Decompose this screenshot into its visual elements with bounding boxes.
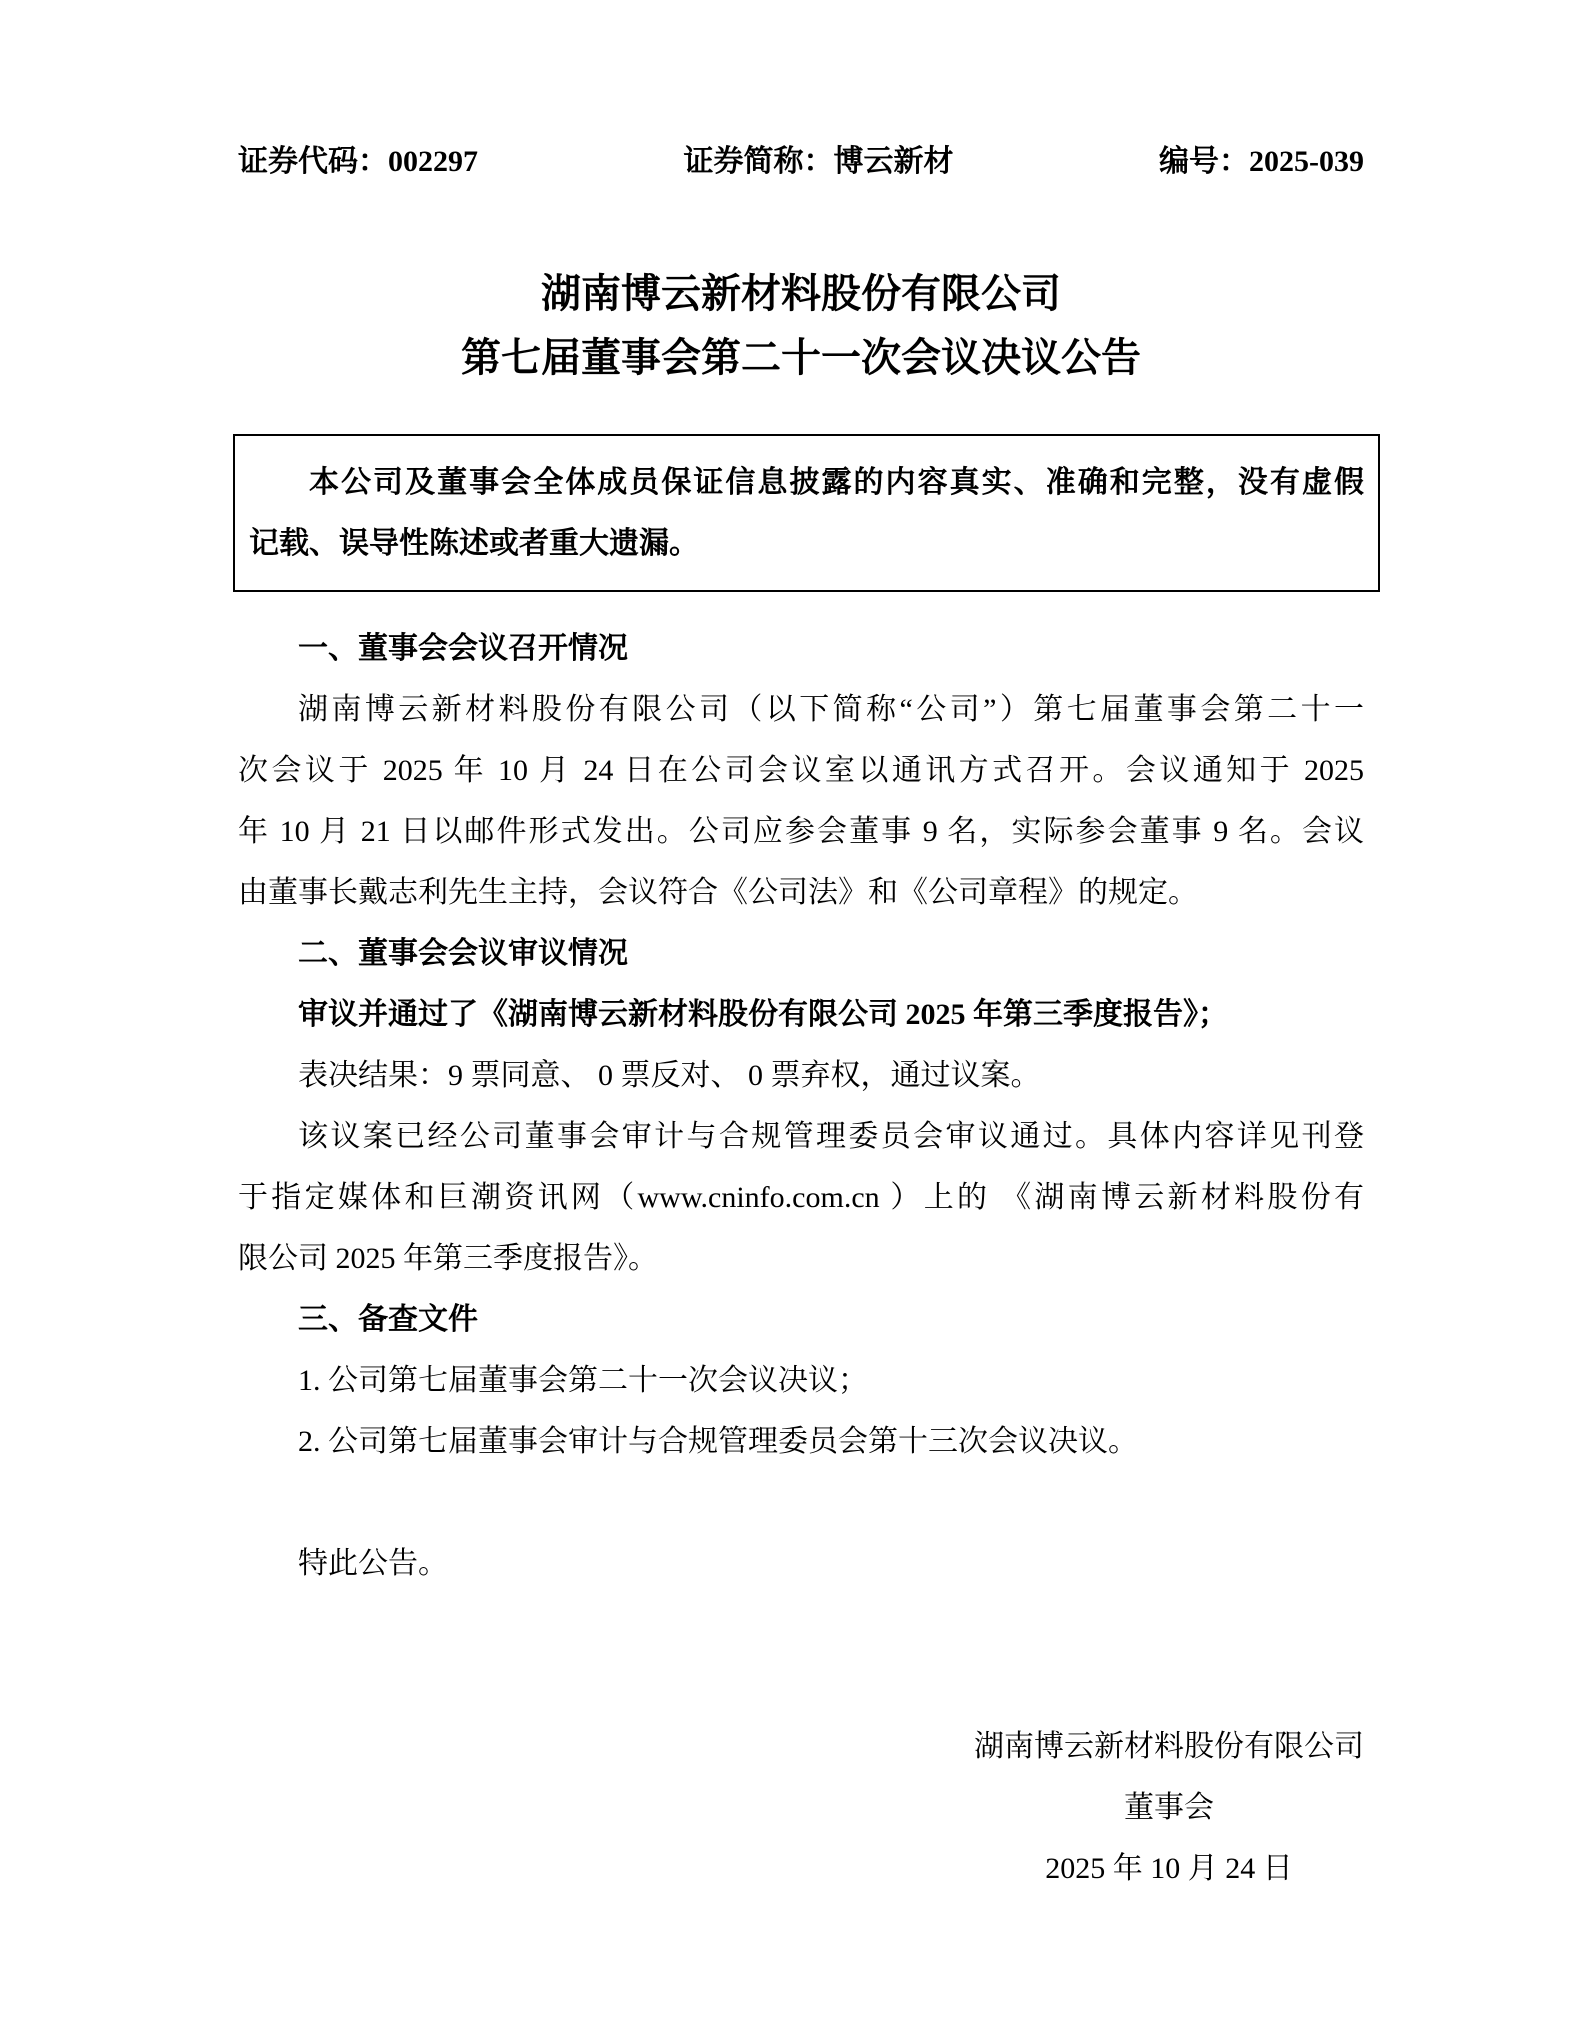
signature-block	[974, 1716, 1364, 1899]
reference-item-2: 2. 公司第七届董事会审计与合规管理委员会第十三次会议决议。	[298, 1425, 1138, 1458]
paragraph-line: 该议案已经公司董事会审计与合规管理委员会审议通过。具体内容详见刊登	[298, 1120, 1364, 1153]
resolution-line: 审议并通过了《湖南博云新材料股份有限公司 2025 年第三季度报告》；	[298, 998, 1228, 1031]
signature-company: 湖南博云新材料股份有限公司	[974, 1730, 1364, 1763]
announcement-number: 编号：2025-039	[1159, 145, 1364, 178]
stock-code: 证券代码：002297	[238, 145, 478, 178]
signature-board: 董事会	[1124, 1791, 1214, 1824]
closing-line: 特此公告。	[298, 1547, 448, 1580]
disclaimer-box	[233, 434, 1380, 592]
paragraph-line: 年 10 月 21 日以邮件形式发出。公司应参会董事 9 名，实际参会董事 9 名。会议	[238, 815, 1364, 848]
body-text	[238, 618, 1364, 1594]
paragraph-line: 于指定媒体和巨潮资讯网（www.cninfo.com.cn ）上的 《湖南博云新材料股份有	[238, 1181, 1364, 1214]
reference-item-1: 1. 公司第七届董事会第二十一次会议决议；	[298, 1364, 868, 1397]
paragraph-line: 由董事长戴志利先生主持，会议符合《公司法》和《公司章程》的规定。	[238, 876, 1198, 909]
paragraph-line: 次会议于 2025 年 10 月 24 日在公司会议室以通讯方式召开。会议通知于 2025	[238, 754, 1364, 787]
disclaimer-line: 本公司及董事会全体成员保证信息披露的内容真实、准确和完整，没有虚假	[309, 466, 1364, 499]
doc-header	[238, 140, 1364, 184]
section-1-heading: 一、董事会会议召开情况	[298, 632, 628, 665]
disclaimer-line: 记载、误导性陈述或者重大遗漏。	[249, 527, 699, 560]
title-line-1: 湖南博云新材料股份有限公司	[541, 271, 1061, 316]
section-3-heading: 三、备查文件	[298, 1303, 478, 1336]
stock-abbr: 证券简称：博云新材	[683, 145, 954, 178]
signature-date: 2025 年 10 月 24 日	[1045, 1852, 1293, 1885]
vote-result-line: 表决结果：9 票同意、 0 票反对、 0 票弃权，通过议案。	[298, 1059, 1041, 1092]
title-line-2: 第七届董事会第二十一次会议决议公告	[461, 335, 1141, 380]
document-title	[238, 262, 1364, 390]
paragraph-line: 湖南博云新材料股份有限公司（以下简称“公司”）第七届董事会第二十一	[298, 693, 1364, 726]
paragraph-line: 限公司 2025 年第三季度报告》。	[238, 1242, 658, 1275]
section-2-heading: 二、董事会会议审议情况	[298, 937, 628, 970]
